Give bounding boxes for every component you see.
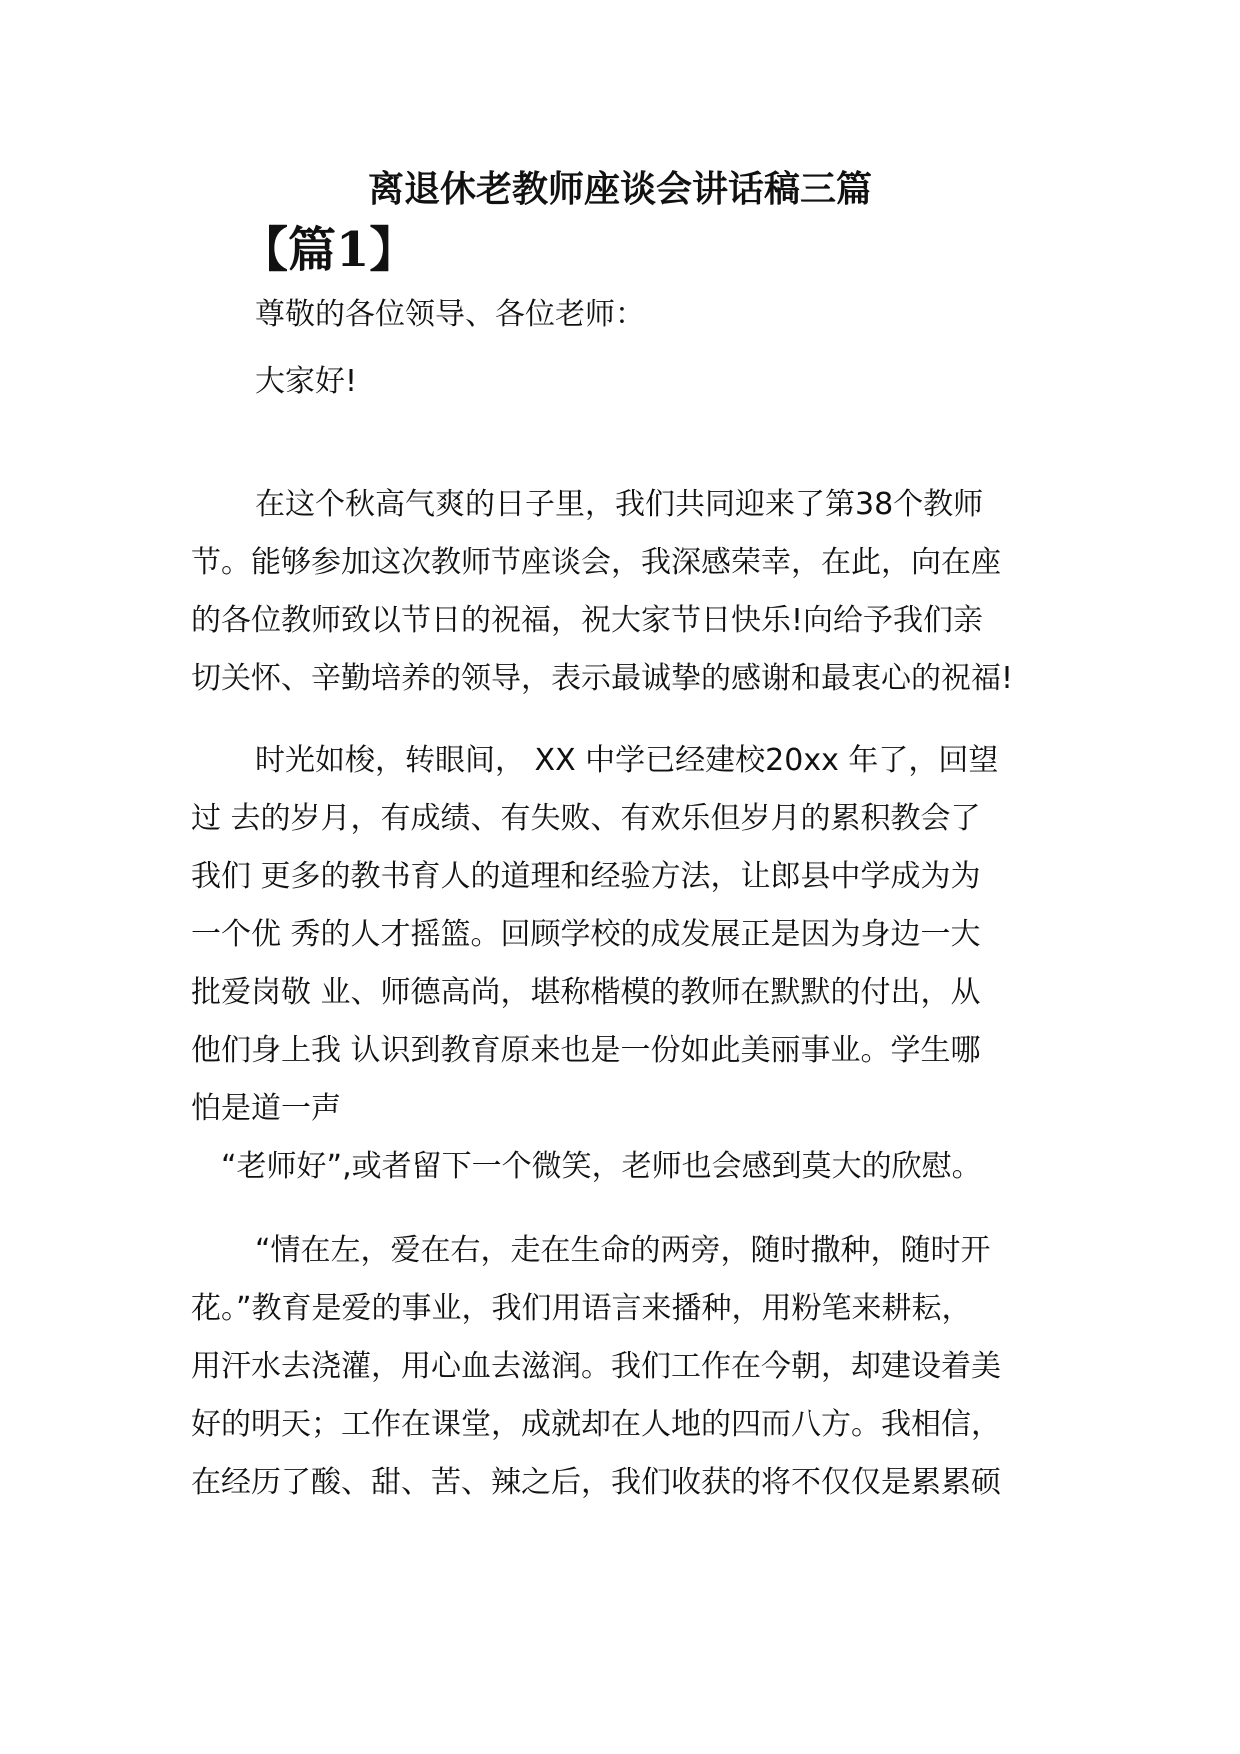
paragraph-1 xyxy=(191,476,1071,708)
paragraph-line: 他们身上我 认识到教育原来也是一份如此美丽事业。学生哪 xyxy=(191,1033,981,1068)
paragraph-line: 我们 更多的教书育人的道理和经验方法，让郎县中学成为为 xyxy=(191,859,981,894)
section-heading: 【篇1】 xyxy=(240,222,418,278)
paragraph-line: 批爱岗敬 业、师德高尚，堪称楷模的教师在默默的付出，从 xyxy=(191,975,981,1010)
paragraph-line: 节。能够参加这次教师节座谈会，我深感荣幸，在此，向在座 xyxy=(191,545,1001,580)
paragraph-line: 过 去的岁月，有成绩、有失败、有欢乐但岁月的累积教会了 xyxy=(191,801,981,836)
greeting xyxy=(191,353,1071,411)
paragraph-line: 时光如梭，转眼间， XX 中学已经建校20xx 年了，回望 xyxy=(255,743,999,778)
paragraph-2 xyxy=(191,732,1071,1196)
paragraph-line: 好的明天；工作在课堂，成就却在人地的四而八方。我相信， xyxy=(191,1407,1001,1442)
paragraph-line: 怕是道一声 xyxy=(191,1091,341,1126)
paragraph-line: “情在左，爱在右，走在生命的两旁，随时撒种，随时开 xyxy=(255,1233,991,1268)
paragraph-line: 在这个秋高气爽的日子里，我们共同迎来了第38个教师 xyxy=(255,487,984,522)
paragraph-3 xyxy=(191,1222,1071,1512)
paragraph-line: 切关怀、辛勤培养的领导，表示最诚挚的感谢和最衷心的祝福! xyxy=(191,661,1014,696)
salutation-text: 尊敬的各位领导、各位老师： xyxy=(255,297,645,332)
paragraph-line: 一个优 秀的人才摇篮。回顾学校的成发展正是因为身边一大 xyxy=(191,917,981,952)
document-title: 离退休老教师座谈会讲话稿三篇 xyxy=(367,168,872,210)
paragraph-line: 花。”教育是爱的事业，我们用语言来播种，用粉笔来耕耘， xyxy=(191,1291,972,1326)
paragraph-line: 用汗水去浇灌，用心血去滋润。我们工作在今朝，却建设着美 xyxy=(191,1349,1001,1384)
paragraph-line: 的各位教师致以节日的祝福，祝大家节日快乐!向给予我们亲 xyxy=(191,603,984,638)
greeting-text: 大家好! xyxy=(255,364,358,399)
paragraph-line: “老师好”,或者留下一个微笑，老师也会感到莫大的欣慰。 xyxy=(221,1149,982,1184)
paragraph-line: 在经历了酸、甜、苦、辣之后，我们收获的将不仅仅是累累硕 xyxy=(191,1465,1001,1500)
salutation xyxy=(191,286,1071,344)
